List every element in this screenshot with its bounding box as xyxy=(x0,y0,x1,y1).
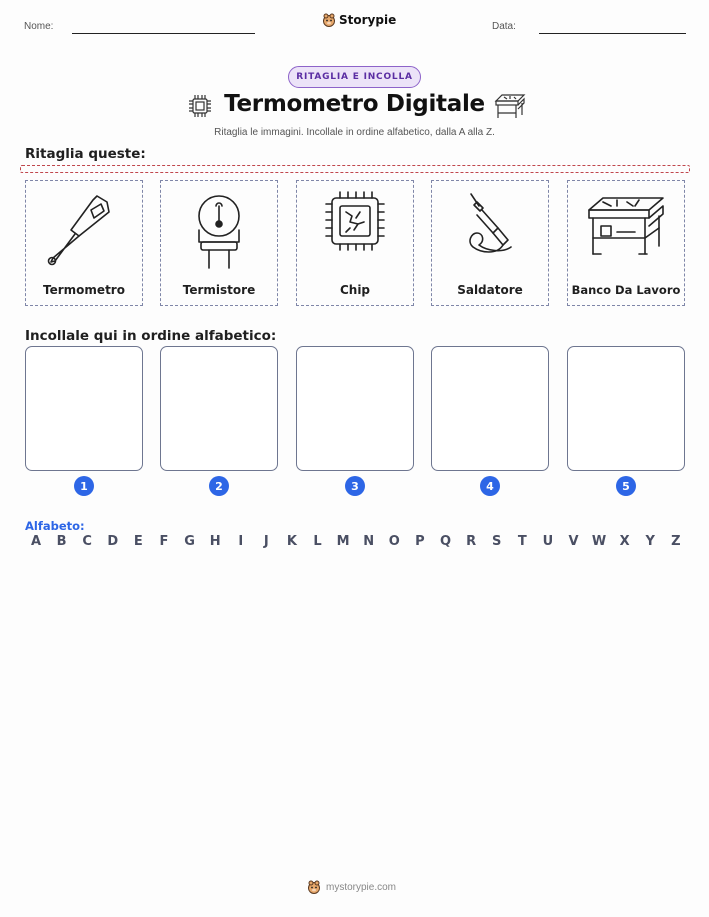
alphabet-row xyxy=(25,534,687,549)
alphabet-letter: X xyxy=(619,534,630,549)
workbench-icon xyxy=(581,188,671,278)
cut-card-label: Saldatore xyxy=(457,283,523,297)
footer-site: mystorypie.com xyxy=(326,881,397,893)
paste-box-1[interactable] xyxy=(25,346,143,471)
alphabet-heading: Alfabeto: xyxy=(25,519,85,533)
date-line xyxy=(539,33,686,34)
alphabet-letter: F xyxy=(159,534,169,549)
alphabet-letter: O xyxy=(388,534,400,549)
alphabet-letter: P xyxy=(415,534,425,549)
paste-heading: Incollale qui in ordine alfabetico: xyxy=(25,328,277,344)
page-title: Termometro Digitale xyxy=(224,91,485,117)
alphabet-letter: R xyxy=(466,534,477,549)
alphabet-letter: W xyxy=(591,534,607,549)
alphabet-letter: L xyxy=(313,534,322,549)
cut-card-chip[interactable] xyxy=(296,180,414,306)
alphabet-letter: K xyxy=(286,534,297,549)
alphabet-letter: S xyxy=(492,534,502,549)
paste-box-2[interactable] xyxy=(160,346,278,471)
cut-heading: Ritaglia queste: xyxy=(25,146,146,162)
number-badge: 4 xyxy=(480,476,500,496)
cut-card-saldatore[interactable] xyxy=(431,180,549,306)
cut-line xyxy=(20,165,690,173)
activity-badge: RITAGLIA E INCOLLA xyxy=(288,66,421,88)
number-badge: 3 xyxy=(345,476,365,496)
alphabet-letter: V xyxy=(568,534,579,549)
alphabet-letter: U xyxy=(542,534,554,549)
alphabet-letter: A xyxy=(30,534,42,549)
number-badge: 5 xyxy=(616,476,636,496)
alphabet-letter: Z xyxy=(671,534,681,549)
cut-card-label: Chip xyxy=(339,283,371,297)
paste-box-3[interactable] xyxy=(296,346,414,471)
storypie-logo xyxy=(322,13,396,27)
alphabet-letter: H xyxy=(209,534,221,549)
cut-card-termistore[interactable] xyxy=(160,180,278,306)
alphabet-letter: Y xyxy=(645,534,655,549)
alphabet-letter: E xyxy=(133,534,143,549)
brand-name: Storypie xyxy=(339,13,397,27)
alphabet-letter: T xyxy=(517,534,527,549)
soldering-iron-icon xyxy=(445,188,535,278)
alphabet-letter: C xyxy=(82,534,92,549)
paste-box-5[interactable] xyxy=(567,346,685,471)
name-label: Nome: xyxy=(24,21,54,32)
alphabet-letter: I xyxy=(238,534,244,549)
alphabet-letter: Q xyxy=(439,534,452,549)
alphabet-letter: G xyxy=(184,534,195,549)
cut-card-termometro[interactable] xyxy=(25,180,143,306)
paste-box-4[interactable] xyxy=(431,346,549,471)
number-badge: 1 xyxy=(74,476,94,496)
workbench-icon xyxy=(494,92,526,120)
chip-icon xyxy=(310,188,400,278)
thermistor-icon xyxy=(174,188,264,278)
cut-card-label: Termometro xyxy=(43,283,125,297)
name-line xyxy=(72,33,255,34)
number-badge: 2 xyxy=(209,476,229,496)
date-label: Data: xyxy=(492,21,516,32)
alphabet-letter: J xyxy=(263,534,269,549)
alphabet-letter: M xyxy=(336,534,350,549)
storypie-mascot-icon xyxy=(322,13,336,27)
thermometer-icon xyxy=(39,188,129,278)
cut-card-label: Banco Da Lavoro xyxy=(571,283,681,297)
alphabet-letter: N xyxy=(363,534,375,549)
alphabet-letter: D xyxy=(107,534,119,549)
cut-card-label: Termistore xyxy=(182,283,256,297)
footer xyxy=(307,880,396,894)
alphabet-letter: B xyxy=(56,534,67,549)
storypie-mascot-icon xyxy=(307,880,321,894)
cut-card-banco-da-lavoro[interactable] xyxy=(567,180,685,306)
instructions: Ritaglia le immagini. Incollale in ordine alfabetico, dalla A alla Z. xyxy=(214,127,495,138)
